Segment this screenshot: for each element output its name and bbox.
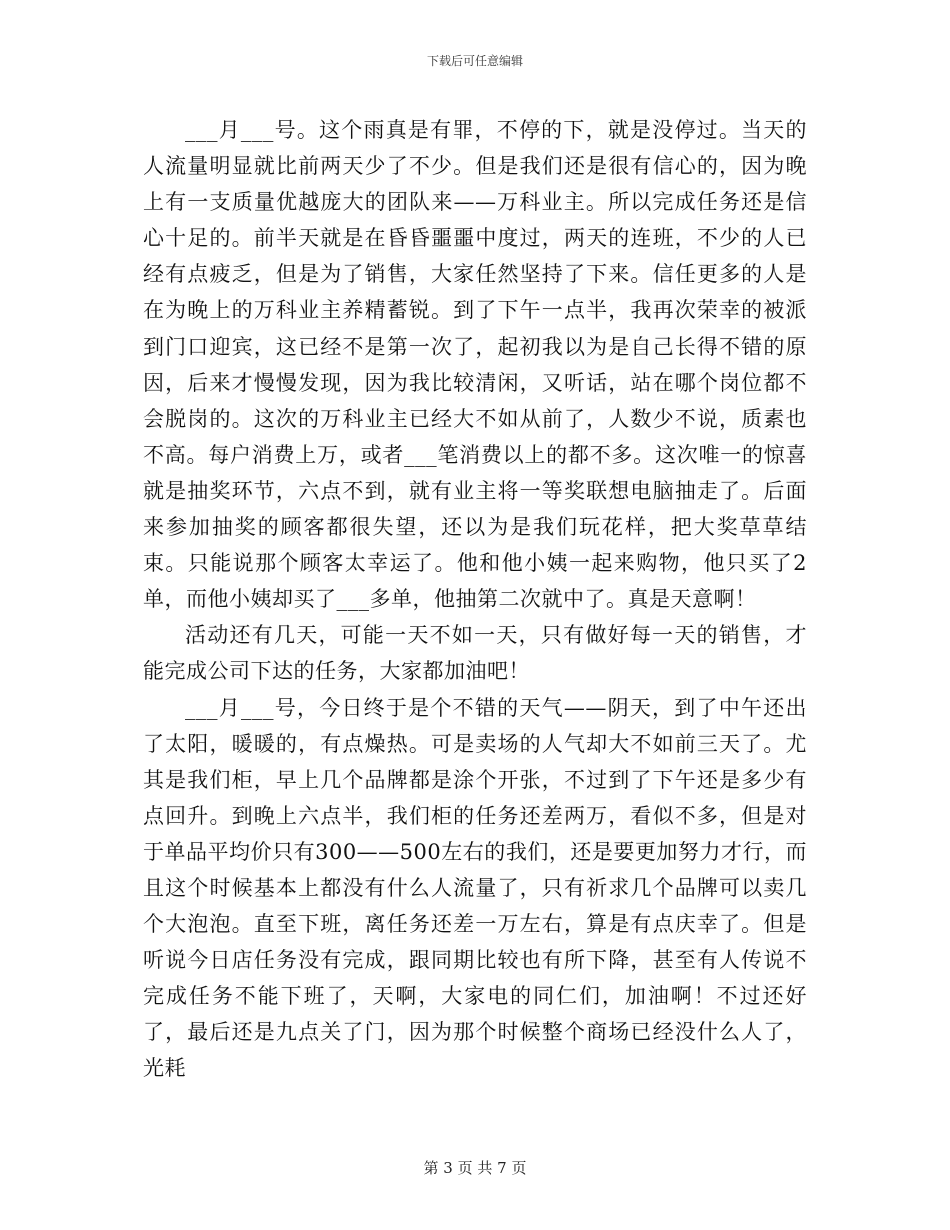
document-body: [143, 112, 807, 1087]
page-footer: 第 3 页 共 7 页: [423, 1159, 527, 1177]
paragraph-1: ___月___号。这个雨真是有罪，不停的下，就是没停过。当天的人流量明显就比前两天少了不少。但是我们还是很有信心的，因为晚上有一支质量优越庞大的团队来——万科业主。所以完成任务还是信心十足的。前半天就是在昏昏噩噩中度过，两天的连班，不少的人已经有点疲乏，但是为了销售，大家任然坚持了下来。信任更多的人是在为晚上的万科业主养精蓄锐。到了下午一点半，我再次荣幸的被派到门口迎宾，这已经不是第一次了，起初我以为是自己长得不错的原因，后来才慢慢发现，因为我比较清闲，又听话，站在哪个岗位都不会脱岗的。这次的万科业主已经大不如从前了，人数少不说，质素也不高。每户消费上万，或者___笔消费以上的都不多。这次唯一的惊喜就是抽奖环节，六点不到，就有业主将一等奖联想电脑抽走了。后面来参加抽奖的顾客都很失望，还以为是我们玩花样，把大奖草草结束。只能说那个顾客太幸运了。他和他小姨一起来购物，他只买了2单，而他小姨却买了___多单，他抽第二次就中了。真是天意啊！: [143, 118, 807, 612]
page-header: 下载后可任意编辑: [426, 54, 523, 68]
paragraph-3: ___月___号，今日终于是个不错的天气——阴天，到了中午还出了太阳，暖暖的，有点燥热。可是卖场的人气却大不如前三天了。尤其是我们柜，早上几个品牌都是涂个开张，不过到了下午还是多少有点回升。到晚上六点半，我们柜的任务还差两万，看似不多，但是对于单品平均价只有300——500左右的我们，还是要更加努力才行，而且这个时候基本上都没有什么人流量了，只有祈求几个品牌可以卖几个大泡泡。直至下班，离任务还差一万左右，算是有点庆幸了。但是听说今日店任务没有完成，跟同期比较也有所下降，甚至有人传说不完成任务不能下班了，天啊，大家电的同仁们，加油啊！不过还好了，最后还是九点关了门，因为那个时候整个商场已经没什么人了，光耗: [143, 695, 807, 1081]
paragraph-2: 活动还有几天，可能一天不如一天，只有做好每一天的销售，才能完成公司下达的任务，大家都加油吧！: [143, 623, 807, 684]
